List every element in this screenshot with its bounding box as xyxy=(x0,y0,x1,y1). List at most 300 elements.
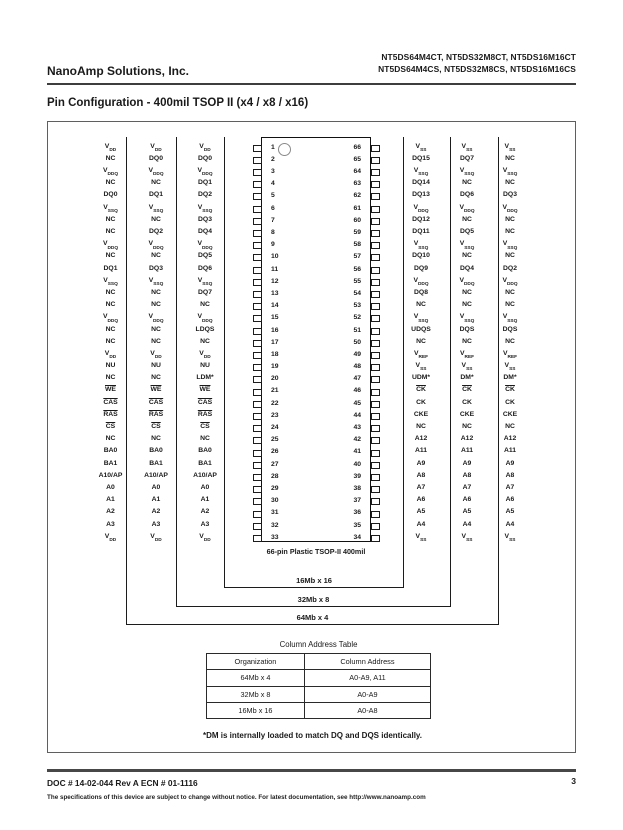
pin-label: $V_{DDQ}$ xyxy=(502,276,518,288)
package-caption: 66-pin Plastic TSOP-II 400mil xyxy=(266,547,366,556)
pin-number: 38 xyxy=(353,484,361,492)
pin-stub xyxy=(253,145,262,152)
pin-stub xyxy=(253,242,262,249)
pin-label: NC xyxy=(505,288,515,296)
pin-stub xyxy=(253,279,262,286)
pin-label: DQS xyxy=(459,325,475,333)
pin-stub xyxy=(371,328,380,335)
pin-label: $\overline{CK}$ xyxy=(462,386,472,394)
pin-label: DQ10 xyxy=(412,252,430,260)
pin-labels-right-x8 xyxy=(444,141,490,543)
pin-label: NC xyxy=(462,337,472,345)
pin-label: $\overline{WE}$ xyxy=(199,386,211,394)
pin-number: 48 xyxy=(353,363,361,371)
pin-label: DQ6 xyxy=(460,191,474,199)
pin-labels-right-x4 xyxy=(487,141,533,543)
pin-stub xyxy=(253,462,262,469)
pin-label: DQ8 xyxy=(414,288,428,296)
pin-stub xyxy=(371,389,380,396)
pin-number: 40 xyxy=(353,460,361,468)
pin-label: NC xyxy=(505,215,515,223)
pin-label: $V_{SS}$ xyxy=(415,532,427,544)
pin-number: 9 xyxy=(271,241,275,249)
pin-label: $V_{REF}$ xyxy=(413,349,429,361)
table-cell: A0-A9, A11 xyxy=(304,670,430,686)
pin-label: $V_{SSQ}$ xyxy=(148,276,164,288)
pin-label: $V_{DD}$ xyxy=(199,142,211,154)
pin-label: A7 xyxy=(462,483,472,491)
pin-label: BA1 xyxy=(198,459,212,467)
pin-label: $\overline{CS}$ xyxy=(151,423,161,430)
pin-label: NC xyxy=(151,288,161,296)
pin-stub xyxy=(253,303,262,310)
pin-label: $V_{DDQ}$ xyxy=(413,276,429,288)
pin-label: DQ1 xyxy=(198,179,212,187)
pin-label: A0 xyxy=(200,483,210,491)
pin-label: DQ3 xyxy=(503,191,517,199)
pin-numbers-left xyxy=(271,142,301,544)
pin-label: NC xyxy=(505,337,515,345)
part-numbers-line2: NT5DS64M4CS, NT5DS32M8CS, NT5DS16M16CS xyxy=(378,63,576,74)
table-header-cell: Organization xyxy=(207,654,305,670)
pin-label: NC xyxy=(151,435,161,443)
pin-label: NC xyxy=(105,154,116,162)
pin-label: BA0 xyxy=(103,447,118,455)
pin-label: $V_{SSQ}$ xyxy=(148,203,164,215)
pin-number: 41 xyxy=(353,448,361,456)
pin-configuration-frame xyxy=(47,121,576,753)
pin-number: 19 xyxy=(271,363,279,371)
pin-label: NC xyxy=(105,337,116,345)
pin-label: A5 xyxy=(505,508,515,516)
pin-stub xyxy=(371,291,380,298)
pin-label: NC xyxy=(416,301,426,309)
pin-label: $V_{SSQ}$ xyxy=(413,240,429,251)
pin-label: $V_{SS}$ xyxy=(461,142,473,154)
pin-number: 23 xyxy=(271,411,279,419)
table-header-cell: Column Address xyxy=(304,654,430,670)
header-rule xyxy=(47,83,576,85)
pin-label: A10/AP xyxy=(98,471,123,479)
pin-label: $V_{SSQ}$ xyxy=(502,240,518,251)
pin-label: NC xyxy=(151,179,161,187)
pin-number: 11 xyxy=(271,265,279,273)
page-number: 3 xyxy=(571,776,576,786)
pin-number: 21 xyxy=(271,387,279,395)
pin-label: $V_{DDQ}$ xyxy=(148,313,164,324)
table-row xyxy=(207,670,431,686)
pin-label: $\overline{RAS}$ xyxy=(197,410,213,418)
pin-label: A7 xyxy=(416,483,426,491)
pin-number: 37 xyxy=(353,497,361,505)
pin-number: 22 xyxy=(271,399,279,407)
pin-number: 64 xyxy=(353,168,361,176)
pin-number: 15 xyxy=(271,314,279,322)
pin-label: NC xyxy=(105,325,116,333)
pin-label: A8 xyxy=(416,471,426,479)
pin-label: A1 xyxy=(200,496,210,504)
pin-label: NU xyxy=(151,362,161,370)
pin-number: 35 xyxy=(353,521,361,529)
pin-number: 32 xyxy=(271,521,279,529)
pin-stub xyxy=(253,450,262,457)
pin-label: CK xyxy=(505,398,515,406)
pin-number: 16 xyxy=(271,326,279,334)
pin-label: NC xyxy=(200,337,210,345)
pin-label: A8 xyxy=(462,471,472,479)
pin-stub xyxy=(371,364,380,371)
table-row xyxy=(207,686,431,702)
pin-label: A6 xyxy=(462,496,472,504)
pin-label: $V_{SSQ}$ xyxy=(413,313,429,324)
pin-numbers-right xyxy=(331,142,361,544)
pin-number: 29 xyxy=(271,484,279,492)
pin-number: 63 xyxy=(353,180,361,188)
pin-stub xyxy=(371,242,380,249)
pin-label: $V_{DDQ}$ xyxy=(413,203,429,215)
pin-label: DQ0 xyxy=(149,154,163,162)
pin-label: DQ2 xyxy=(149,228,163,235)
pin-stub xyxy=(253,157,262,164)
pin-label: NC xyxy=(151,301,161,309)
pin-label: A9 xyxy=(462,459,472,467)
pin-stub xyxy=(371,181,380,188)
pin-label: NC xyxy=(416,337,426,345)
pin-label: BA0 xyxy=(198,447,212,455)
pin-number: 13 xyxy=(271,289,279,297)
pin-stub xyxy=(371,535,380,542)
pin-stub xyxy=(371,523,380,530)
pin-stub xyxy=(253,511,262,518)
pin-label: $V_{DDQ}$ xyxy=(459,203,475,215)
pin-stub xyxy=(371,462,380,469)
pin-label: A4 xyxy=(462,520,472,528)
pin-label: DQ13 xyxy=(412,191,430,199)
pin-label: DQ2 xyxy=(503,264,517,272)
pin-label: $V_{SS}$ xyxy=(504,362,516,373)
doc-number: DOC # 14-02-044 Rev A ECN # 01-1116 xyxy=(47,778,198,788)
pin-label: $V_{SSQ}$ xyxy=(103,276,118,288)
pin-number: 31 xyxy=(271,509,279,517)
pin-label: DQ7 xyxy=(460,154,474,162)
pin-label: NU xyxy=(200,362,210,370)
pin-label: NC xyxy=(462,179,472,187)
pin-label: A6 xyxy=(505,496,515,504)
org-label-32mb-x8: 32Mb x 8 xyxy=(295,595,333,604)
pin-label: A0 xyxy=(151,483,161,491)
column-address-table-title: Column Address Table xyxy=(279,640,358,649)
pin-label: UDQS xyxy=(411,325,431,333)
pin-stub xyxy=(371,267,380,274)
pin-label: NC xyxy=(505,301,515,309)
page-title: Pin Configuration - 400mil TSOP II (x4 / x8 / x16) xyxy=(47,97,309,109)
pin-stub xyxy=(371,486,380,493)
pin-number: 66 xyxy=(353,143,361,151)
pin-label: $V_{DDQ}$ xyxy=(148,167,164,178)
pin-label: $V_{SSQ}$ xyxy=(459,240,475,251)
pin-number: 8 xyxy=(271,229,275,236)
pin-stub xyxy=(371,254,380,261)
pin-label: A12 xyxy=(414,435,428,443)
pin-stub xyxy=(253,523,262,530)
pin-stub xyxy=(371,511,380,518)
pin-label: A1 xyxy=(106,496,115,504)
pin-number: 55 xyxy=(353,277,361,285)
pin-number: 44 xyxy=(353,411,361,419)
pin-label: DQ15 xyxy=(412,154,430,162)
pin-label: $V_{SSQ}$ xyxy=(197,276,213,288)
pin-label: LDQS xyxy=(195,325,215,333)
pin-number: 5 xyxy=(271,192,275,200)
pin-label: A2 xyxy=(106,508,115,516)
pin-label: $V_{REF}$ xyxy=(502,349,518,361)
pin-number: 20 xyxy=(271,375,279,383)
pin-stub xyxy=(371,145,380,152)
pin-label: NC xyxy=(505,179,515,187)
pin-label: $V_{DDQ}$ xyxy=(102,240,119,251)
pin-number: 58 xyxy=(353,241,361,249)
table-cell: A0-A8 xyxy=(304,702,430,718)
pin-number: 53 xyxy=(353,302,361,310)
pin-number: 42 xyxy=(353,436,361,444)
column-address-table xyxy=(206,653,431,719)
pin-label: $V_{DD}$ xyxy=(104,349,117,361)
pin-label: DQ6 xyxy=(198,264,212,272)
pin-label: CKE xyxy=(413,410,429,418)
pin-label: $V_{DD}$ xyxy=(150,532,162,544)
part-numbers-line1: NT5DS64M4CT, NT5DS32M8CT, NT5DS16M16CT xyxy=(381,52,576,62)
pin-stub xyxy=(371,450,380,457)
pin-label: NC xyxy=(105,301,116,309)
pin-number: 2 xyxy=(271,155,275,163)
pin-stub xyxy=(371,315,380,322)
pin-label: NC xyxy=(105,179,116,187)
pin-label: NU xyxy=(105,362,116,370)
pin-label: NC xyxy=(105,215,116,223)
pin-stub xyxy=(253,181,262,188)
pin-label: $\overline{CK}$ xyxy=(505,386,515,394)
pin-label: A11 xyxy=(460,447,474,455)
org-label-16mb-x16: 16Mb x 16 xyxy=(293,576,335,585)
pin-stub xyxy=(253,230,262,237)
pin-label: A4 xyxy=(416,520,426,528)
pin-label: $V_{DDQ}$ xyxy=(502,203,518,215)
pin-number: 25 xyxy=(271,436,279,444)
pin-label: DQ14 xyxy=(412,179,430,187)
pin-stub xyxy=(371,425,380,432)
pin-number: 50 xyxy=(353,338,361,346)
pin-label: $V_{DD}$ xyxy=(150,142,162,154)
pin-label: $V_{SSQ}$ xyxy=(103,203,118,215)
pin-stub xyxy=(253,315,262,322)
pin-label: $V_{SS}$ xyxy=(461,362,473,373)
pin-label: $V_{DD}$ xyxy=(199,349,211,361)
pin-labels-left-x16 xyxy=(182,141,228,543)
pin-number: 46 xyxy=(353,387,361,395)
pin-stub xyxy=(253,474,262,481)
pin-stub xyxy=(371,498,380,505)
pin-label: NC xyxy=(505,154,515,162)
pin-label: $\overline{RAS}$ xyxy=(148,410,164,418)
pin-label: $V_{SSQ}$ xyxy=(413,167,429,178)
pin-stub xyxy=(371,352,380,359)
pin-label: BA0 xyxy=(149,447,163,455)
pin-label: NC xyxy=(200,301,210,309)
pin-label: $V_{DDQ}$ xyxy=(197,167,213,178)
pin-number: 7 xyxy=(271,216,275,224)
pin-label: NC xyxy=(151,374,161,382)
pin-number: 3 xyxy=(271,168,275,176)
pin-label: DQ5 xyxy=(198,252,212,260)
pin-label: $V_{DD}$ xyxy=(150,349,162,361)
pin-label: $V_{SS}$ xyxy=(504,142,516,154)
pin-stub xyxy=(371,340,380,347)
pin-label: A12 xyxy=(503,435,517,443)
pin-stub xyxy=(371,413,380,420)
pin-label: DQ7 xyxy=(198,288,212,296)
pin-label: $\overline{WE}$ xyxy=(105,386,116,394)
table-cell: A0-A9 xyxy=(304,686,430,702)
pin-stub xyxy=(253,364,262,371)
pin-stub xyxy=(253,352,262,359)
pin-stub xyxy=(253,254,262,261)
pin-number: 61 xyxy=(353,204,361,212)
pin-label: NC xyxy=(462,252,472,260)
pin-stub xyxy=(253,376,262,383)
pin-label: $\overline{CAS}$ xyxy=(197,398,213,406)
pin-label: $V_{SSQ}$ xyxy=(197,203,213,215)
pin-number: 1 xyxy=(271,143,275,151)
pin-number: 4 xyxy=(271,180,275,188)
pin-number: 26 xyxy=(271,448,279,456)
pin-label: A8 xyxy=(505,471,515,479)
pin-label: DQ1 xyxy=(149,191,163,199)
pin-label: $V_{DDQ}$ xyxy=(148,240,164,251)
pin-label: $V_{DDQ}$ xyxy=(197,240,213,251)
pin-label: $\overline{CK}$ xyxy=(416,386,426,394)
dm-footnote: *DM is internally loaded to match DQ and DQS identically. xyxy=(202,731,422,740)
pin-stub xyxy=(253,486,262,493)
pin-label: A11 xyxy=(414,447,428,455)
pin-stub xyxy=(253,193,262,200)
pin-label: NC xyxy=(505,228,515,235)
pin-label: A10/AP xyxy=(193,471,217,479)
table-cell: 32Mb x 8 xyxy=(207,686,305,702)
pin-label: UDM* xyxy=(411,374,431,382)
pin-label: NC xyxy=(505,252,515,260)
pin-stub xyxy=(253,425,262,432)
pin-number: 6 xyxy=(271,204,275,212)
table-cell: 64Mb x 4 xyxy=(207,670,305,686)
pin-number: 45 xyxy=(353,399,361,407)
pin-label: $V_{DD}$ xyxy=(199,532,211,544)
pin-label: DQ2 xyxy=(198,191,212,199)
pin-stub xyxy=(253,206,262,213)
pin-stub xyxy=(371,401,380,408)
pin-number: 65 xyxy=(353,155,361,163)
pin-label: NC xyxy=(151,337,161,345)
pin-stub xyxy=(253,340,262,347)
pin-label: $V_{DDQ}$ xyxy=(197,313,213,324)
pin-labels-left-x8 xyxy=(133,141,179,543)
pin-number: 34 xyxy=(353,533,361,541)
pin-stub xyxy=(253,169,262,176)
pin-label: $V_{SS}$ xyxy=(461,532,473,544)
pin-stub xyxy=(371,279,380,286)
pin-number: 18 xyxy=(271,350,279,358)
pin-label: DQ0 xyxy=(198,154,212,162)
pin-stub xyxy=(371,376,380,383)
pin-label: $V_{SS}$ xyxy=(504,532,516,544)
pin-stub xyxy=(253,291,262,298)
pin-label: $\overline{RAS}$ xyxy=(103,410,118,418)
pin-label: A2 xyxy=(200,508,210,516)
pin-label: $V_{DD}$ xyxy=(104,142,117,154)
pin-label: NC xyxy=(151,252,161,260)
pin-label: $V_{DDQ}$ xyxy=(459,276,475,288)
pin-label: $V_{SSQ}$ xyxy=(502,313,518,324)
pin-number: 54 xyxy=(353,289,361,297)
pin-label: CK xyxy=(462,398,472,406)
table-cell: 16Mb x 16 xyxy=(207,702,305,718)
pin-label: LDM* xyxy=(196,374,214,382)
pin-label: NC xyxy=(105,374,116,382)
pin-label: A12 xyxy=(460,435,474,443)
pin-label: A7 xyxy=(505,483,515,491)
pin-label: NC xyxy=(462,301,472,309)
pin-number: 33 xyxy=(271,533,279,541)
pin-label: NC xyxy=(105,228,116,235)
pin-label: $\overline{CS}$ xyxy=(105,423,116,430)
pin-label: A5 xyxy=(462,508,472,516)
pin-stub xyxy=(371,193,380,200)
pin-number: 24 xyxy=(271,424,279,431)
pin-label: A3 xyxy=(151,520,161,528)
tsop-package-outline xyxy=(261,137,371,542)
pin-stub xyxy=(253,218,262,225)
pin-label: NC xyxy=(105,252,116,260)
pin-label: BA1 xyxy=(103,459,118,467)
pin-label: NC xyxy=(151,325,161,333)
table-row xyxy=(207,702,431,718)
pin-stub xyxy=(253,413,262,420)
pin-label: $\overline{CAS}$ xyxy=(148,398,164,406)
footer-disclaimer: The specifications of this device are subject to change without notice. For latest documentation, see http://www.nanoamp.com xyxy=(47,794,426,801)
pin-label: DQ1 xyxy=(103,264,118,272)
pin-label: $\overline{CAS}$ xyxy=(103,398,118,406)
pin-stub xyxy=(371,474,380,481)
pin-number: 28 xyxy=(271,472,279,480)
pin-label: A0 xyxy=(106,483,115,491)
pin-label: DQ11 xyxy=(412,228,430,235)
pin-labels-right-x16 xyxy=(398,141,444,543)
pin-stub xyxy=(371,206,380,213)
company-name: NanoAmp Solutions, Inc. xyxy=(47,64,190,78)
pin-label: $\overline{WE}$ xyxy=(150,386,162,394)
pin-stub xyxy=(371,303,380,310)
pin-stub xyxy=(253,498,262,505)
pin-label: DQ3 xyxy=(198,215,212,223)
pin-label: NC xyxy=(200,435,210,443)
pin-label: NC xyxy=(462,423,472,430)
pin-label: DM* xyxy=(460,374,474,382)
pin-stub xyxy=(371,157,380,164)
pin-label: A6 xyxy=(416,496,426,504)
pin-label: NC xyxy=(105,288,116,296)
pin-label: $V_{SSQ}$ xyxy=(459,167,475,178)
pin-label: A11 xyxy=(503,447,517,455)
pin-label: A4 xyxy=(505,520,515,528)
